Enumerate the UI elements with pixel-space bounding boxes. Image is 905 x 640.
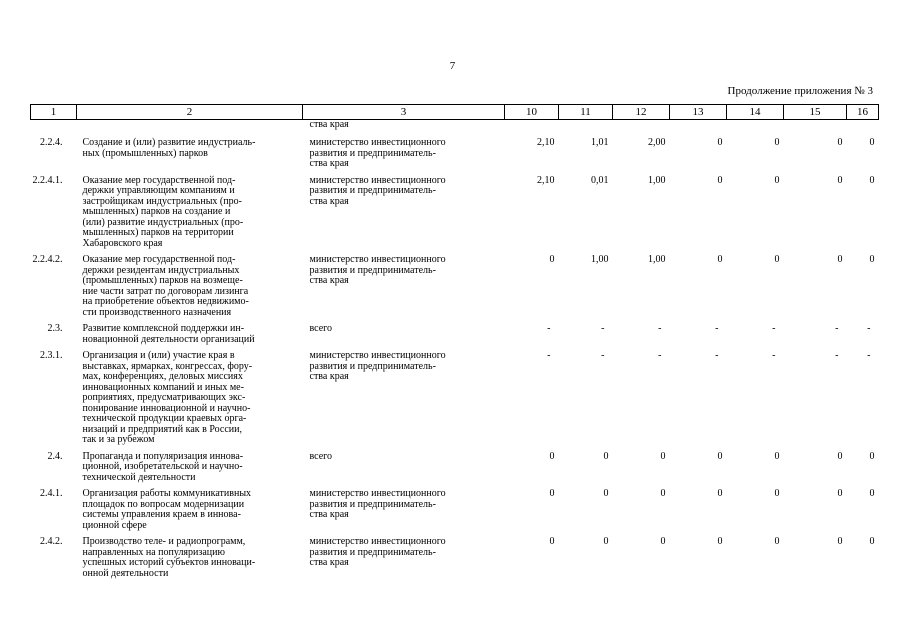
row-value-col-10: 2,10: [537, 137, 555, 148]
row-value-col-16: 0: [869, 536, 875, 547]
row-executor: министерство инвестиционного развития и предприниматель- ства края: [309, 254, 446, 286]
row-value-col-10: 0: [549, 450, 555, 462]
row-name: Пропаганда и популяризация иннова- ционной, изобретательской и научно- технической деятельности: [82, 450, 244, 483]
row-value-col-11: -: [601, 350, 605, 361]
row-code: 2.2.4.1.: [32, 174, 63, 186]
row-value-col-11: -: [601, 323, 605, 334]
row-value-col-10: -: [547, 323, 551, 334]
row-name: Оказание мер государственной под- держки резидентам индустриальных (промышленных) парков на возмеще- ние части затрат по договорам лизинга на приобретение объектов недвижимо- сти производственного назначения: [82, 254, 249, 318]
header-col-1: 1: [31, 105, 77, 120]
table-row: [31, 249, 879, 318]
row-value-col-14: 0: [774, 536, 780, 547]
header-col-3: 3: [303, 105, 505, 120]
row-executor: всего: [309, 323, 333, 334]
row-value-col-14: 0: [774, 174, 780, 186]
row-value-col-12: 1,00: [648, 254, 666, 265]
row-code: 2.3.: [47, 323, 63, 334]
table-row: [31, 483, 879, 531]
table-row: [31, 318, 879, 345]
continuation-note: Продолжение приложения № 3: [727, 85, 873, 97]
table-row: [31, 132, 879, 170]
row-name: Производство теле- и радиопрограмм, направленных на популяризацию успешных историй субъектов инноваци- онной деятельности: [82, 536, 256, 579]
row-name: Создание и (или) развитие индустриаль- ных (промышленных) парков: [82, 137, 256, 159]
row-value-col-14: 0: [774, 137, 780, 148]
row-name: Развитие комплексной поддержки ин- новационной деятельности организаций: [82, 323, 255, 345]
row-executor: министерство инвестиционного развития и предприниматель- ства края: [309, 350, 446, 382]
header-col-10: 10: [505, 105, 559, 120]
row-value-col-13: -: [715, 350, 719, 361]
row-code: 2.4.2.: [40, 536, 63, 547]
row-value-col-10: 0: [549, 536, 555, 547]
row-value-col-10: -: [547, 350, 551, 361]
header-col-15: 15: [784, 105, 847, 120]
row-value-col-13: 0: [717, 536, 723, 547]
header-col-13: 13: [670, 105, 727, 120]
row-code: 2.3.1.: [40, 350, 63, 361]
row-value-col-15: -: [835, 350, 839, 361]
row-name: Организация работы коммуникативных площадок по вопросам модернизации системы управления краем в иннова- ционной сфере: [82, 488, 252, 531]
header-col-11: 11: [559, 105, 613, 120]
row-value-col-14: 0: [774, 488, 780, 499]
row-value-col-11: 0: [603, 488, 609, 499]
row-value-col-12: 0: [660, 488, 666, 499]
row-value-col-10: 0: [549, 254, 555, 265]
header-col-14: 14: [727, 105, 784, 120]
continued-executor-text: ства края: [309, 119, 349, 130]
row-executor: министерство инвестиционного развития и предприниматель- ства края: [309, 488, 446, 520]
row-value-col-14: -: [772, 350, 776, 361]
header-col-2: 2: [77, 105, 303, 120]
row-value-col-13: 0: [717, 450, 723, 462]
table-row: [31, 170, 879, 250]
row-executor: министерство инвестиционного развития и предприниматель- ства края: [309, 536, 446, 568]
row-value-col-16: -: [867, 350, 871, 361]
appendix-table: [30, 104, 879, 579]
row-name: Организация и (или) участие края в выставках, ярмарках, конгрессах, фору- мах, конференциях, деловых миссиях инновационных компаний и иных ме- роприятиях, предусматривающих экс- понирование инновационной и научно- технической продукции краевых орга- низаций и предприятий как в России, так и за рубежом: [82, 350, 253, 445]
row-code: 2.4.1.: [40, 488, 63, 499]
row-executor: министерство инвестиционного развития и предприниматель- ства края: [309, 174, 446, 207]
table-row: [31, 446, 879, 484]
row-value-col-15: -: [835, 323, 839, 334]
table-row: [31, 531, 879, 579]
row-value-col-13: 0: [717, 488, 723, 499]
row-value-col-12: 1,00: [648, 174, 666, 186]
row-value-col-12: -: [658, 323, 662, 334]
continued-row: [31, 120, 879, 133]
row-value-col-15: 0: [837, 254, 843, 265]
row-value-col-16: 0: [869, 254, 875, 265]
row-value-col-11: 1,00: [591, 254, 609, 265]
row-value-col-13: 0: [717, 254, 723, 265]
row-value-col-14: -: [772, 323, 776, 334]
row-value-col-12: 0: [660, 450, 666, 462]
row-value-col-13: -: [715, 323, 719, 334]
row-value-col-12: -: [658, 350, 662, 361]
row-value-col-11: 0: [603, 450, 609, 462]
row-value-col-15: 0: [837, 450, 843, 462]
row-value-col-16: -: [867, 323, 871, 334]
header-col-16: 16: [847, 105, 879, 120]
row-value-col-15: 0: [837, 488, 843, 499]
row-value-col-15: 0: [837, 137, 843, 148]
row-executor: всего: [309, 450, 333, 462]
row-value-col-11: 0,01: [591, 174, 609, 186]
header-col-12: 12: [613, 105, 670, 120]
row-value-col-12: 2,00: [648, 137, 666, 148]
row-code: 2.4.: [47, 450, 63, 462]
row-value-col-13: 0: [717, 174, 723, 186]
row-name: Оказание мер государственной под- держки управляющим компаниям и застройщикам индустриальных (про- мышленных) парков на создание и (или) развитие индустриальных (про- мышленных) парков на территории Хабаровского края: [82, 174, 244, 249]
row-value-col-10: 2,10: [537, 174, 555, 186]
row-value-col-11: 0: [603, 536, 609, 547]
row-value-col-15: 0: [837, 174, 843, 186]
row-code: 2.2.4.: [40, 137, 63, 148]
row-value-col-14: 0: [774, 254, 780, 265]
table-header-row: [31, 105, 879, 120]
row-value-col-13: 0: [717, 137, 723, 148]
row-value-col-12: 0: [660, 536, 666, 547]
row-value-col-16: 0: [869, 450, 875, 462]
row-value-col-15: 0: [837, 536, 843, 547]
row-code: 2.2.4.2.: [32, 254, 63, 265]
row-value-col-16: 0: [869, 488, 875, 499]
row-value-col-11: 1,01: [591, 137, 609, 148]
row-executor: министерство инвестиционного развития и предприниматель- ства края: [309, 137, 446, 169]
row-value-col-16: 0: [869, 137, 875, 148]
row-value-col-16: 0: [869, 174, 875, 186]
page-number: 7: [449, 60, 456, 72]
row-value-col-14: 0: [774, 450, 780, 462]
row-value-col-10: 0: [549, 488, 555, 499]
table-row: [31, 345, 879, 446]
